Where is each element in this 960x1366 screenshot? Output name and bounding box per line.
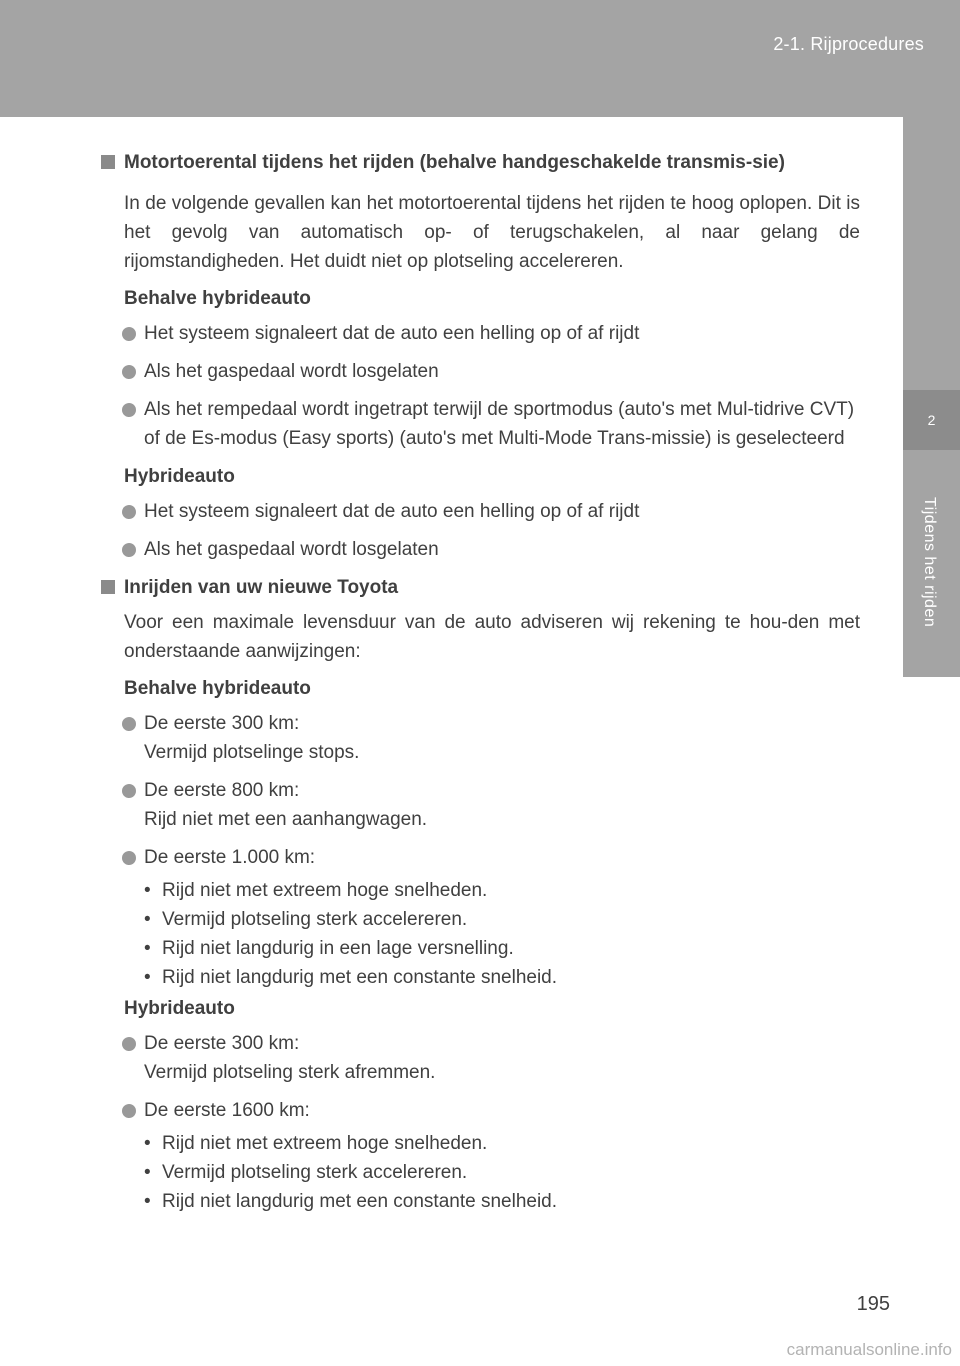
list-item: De eerste 1.000 km: bbox=[100, 843, 860, 872]
list-item: De eerste 300 km: Vermijd plotselinge stops. bbox=[100, 709, 860, 767]
section-title: 2-1. Rijprocedures bbox=[773, 34, 924, 54]
circle-bullet-icon bbox=[122, 327, 136, 341]
list-item: Als het gaspedaal wordt losgelaten bbox=[100, 535, 860, 564]
header-band bbox=[0, 0, 960, 117]
circle-bullet-icon bbox=[122, 1104, 136, 1118]
section-intro: In de volgende gevallen kan het motortoerental tijdens het rijden te hoog oplopen. Dit is het gevolg van automatisch op- of terugschakelen, al naar gelang de rijomstandigheden. Het duidt niet op plotseling accelereren. bbox=[124, 193, 860, 272]
list-item: Het systeem signaleert dat de auto een helling op of af rijdt bbox=[100, 497, 860, 526]
circle-bullet-icon bbox=[122, 505, 136, 519]
circle-bullet-icon bbox=[122, 851, 136, 865]
circle-bullet-icon bbox=[122, 784, 136, 798]
subheading: Behalve hybrideauto bbox=[124, 288, 311, 309]
list-item: De eerste 300 km: Vermijd plotseling sterk afremmen. bbox=[100, 1029, 860, 1087]
chapter-number: 2 bbox=[903, 390, 960, 450]
circle-bullet-icon bbox=[122, 1037, 136, 1051]
point-item: • Rijd niet met extreem hoge snelheden. bbox=[144, 880, 488, 901]
point-list bbox=[100, 876, 860, 992]
point-list bbox=[100, 1129, 860, 1216]
subheading: Hybrideauto bbox=[124, 998, 235, 1019]
list-item: Het systeem signaleert dat de auto een helling op of af rijdt bbox=[100, 319, 860, 348]
page-content bbox=[100, 148, 860, 1218]
circle-bullet-icon bbox=[122, 717, 136, 731]
point-item: • Vermijd plotseling sterk accelereren. bbox=[144, 1162, 468, 1183]
list-item: Als het rempedaal wordt ingetrapt terwijl de sportmodus (auto's met Mul-tidrive CVT) of de Es-modus (Easy sports) (auto's met Multi-Mode Trans-missie) is geselecteerd bbox=[100, 395, 860, 453]
point-item: • Rijd niet met extreem hoge snelheden. bbox=[144, 1133, 488, 1154]
watermark: carmanualsonline.info bbox=[786, 1340, 952, 1359]
section-heading: Inrijden van uw nieuwe Toyota bbox=[100, 573, 860, 602]
point-item: • Rijd niet langdurig met een constante snelheid. bbox=[144, 967, 558, 988]
page-number: 195 bbox=[856, 1293, 890, 1315]
section-heading: Motortoerental tijdens het rijden (behalve handgeschakelde transmis-sie) bbox=[100, 148, 860, 177]
square-bullet-icon bbox=[101, 155, 115, 169]
section-intro: Voor een maximale levensduur van de auto adviseren wij rekening te hou-den met onderstaande aanwijzingen: bbox=[124, 612, 860, 662]
point-item: • Rijd niet langdurig met een constante snelheid. bbox=[144, 1191, 558, 1212]
circle-bullet-icon bbox=[122, 403, 136, 417]
subheading: Hybrideauto bbox=[124, 466, 235, 487]
point-item: • Vermijd plotseling sterk accelereren. bbox=[144, 909, 468, 930]
subheading: Behalve hybrideauto bbox=[124, 678, 311, 699]
list-item: Als het gaspedaal wordt losgelaten bbox=[100, 357, 860, 386]
chapter-tab bbox=[903, 117, 960, 677]
point-item: • Rijd niet langdurig in een lage versnelling. bbox=[144, 938, 514, 959]
circle-bullet-icon bbox=[122, 543, 136, 557]
circle-bullet-icon bbox=[122, 365, 136, 379]
chapter-label: Tijdens het rijden bbox=[921, 497, 938, 628]
square-bullet-icon bbox=[101, 580, 115, 594]
list-item: De eerste 800 km: Rijd niet met een aanhangwagen. bbox=[100, 776, 860, 834]
list-item: De eerste 1600 km: bbox=[100, 1096, 860, 1125]
